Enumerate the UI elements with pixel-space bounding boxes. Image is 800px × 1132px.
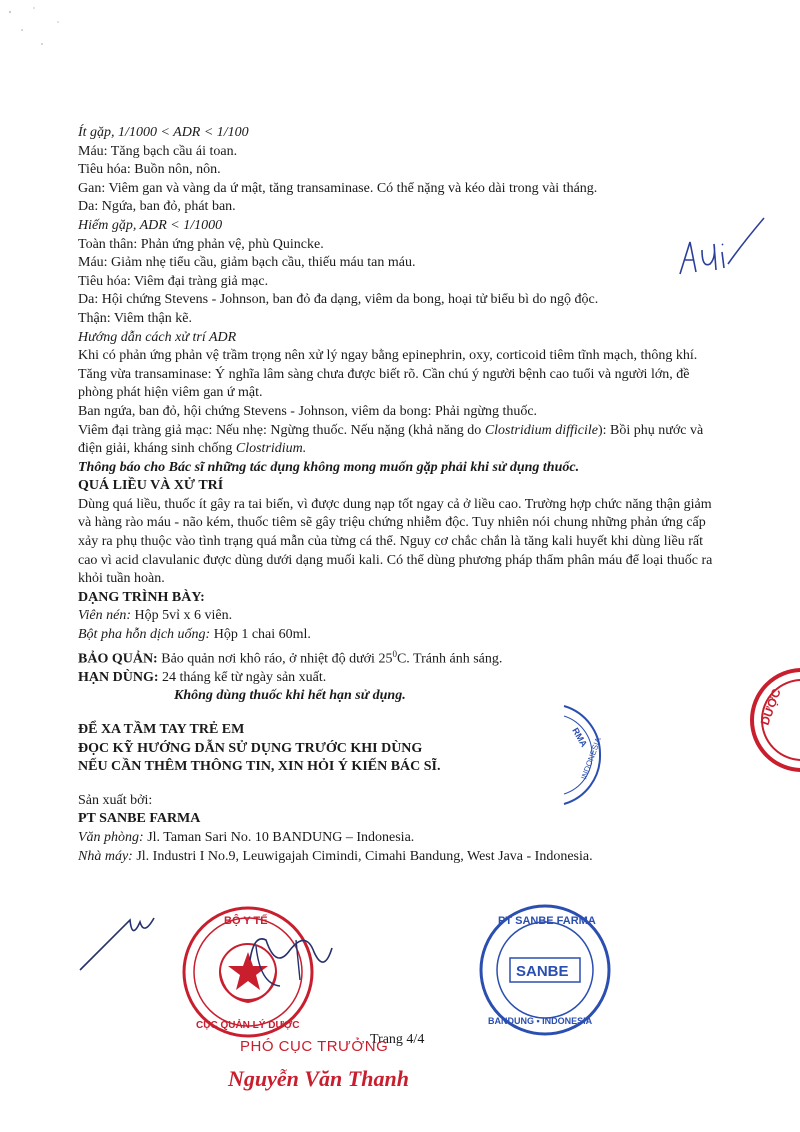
uncommon-header: Ít gặp, 1/1000 < ADR < 1/100 (78, 125, 249, 140)
adr-notice: Thông báo cho Bác sĩ những tác dụng không mong muốn gặp phải khi sử dụng thuốc. (78, 459, 580, 475)
expiry-label: HẠN DÙNG: (78, 669, 159, 685)
company-stamp (470, 900, 620, 1040)
adr-guide-paragraph: Tăng vừa transaminase: Ý nghĩa lâm sàng chưa được biết rõ. Cần chú ý người bệnh cao tuổi và người lớn, đề phòng phát hiện viêm gan ứ mật. (78, 366, 690, 401)
manufacturer-office (78, 829, 718, 848)
presentation-tablet (78, 607, 718, 626)
tablet-value: Hộp 5vỉ x 6 viên. (131, 608, 233, 624)
storage-text: Bảo quản nơi khô ráo, ở nhiệt độ dưới 25 (157, 651, 393, 667)
presentation-powder (78, 626, 718, 645)
adr-guide-paragraph: Ban ngứa, ban đỏ, hội chứng Stevens - Johnson, viêm da bong: Phải ngừng thuốc. (78, 403, 538, 419)
powder-value: Hộp 1 chai 60ml. (210, 627, 311, 643)
rare-item: Tiêu hóa: Viêm đại tràng giả mạc. (78, 273, 269, 289)
manufacturer-by: Sản xuất bởi: (78, 792, 153, 808)
official-signature (70, 900, 340, 1010)
scan-dots (0, 0, 70, 60)
uncommon-item: Máu: Tăng bạch cầu ái toan. (78, 143, 238, 159)
gov-stamp-top: BỘ Y TẾ (224, 915, 268, 927)
rare-item: Toàn thân: Phản ứng phản vệ, phù Quincke. (78, 236, 324, 252)
tablet-label: Viên nén: (78, 608, 131, 624)
factory-address: Jl. Industri I No.9, Leuwigajah Cimindi, Cimahi Bandung, West Java - Indonesia. (132, 848, 593, 864)
page-number: Trang 4/4 (370, 1032, 425, 1047)
storage-text: C. Tránh ánh sáng. (396, 651, 503, 667)
rare-item: Da: Hội chứng Stevens - Johnson, ban đỏ đa dạng, viêm da bong, hoại tử biểu bì do ngộ độc. (78, 292, 599, 308)
expiry-text: 24 tháng kể từ ngày sản xuất. (158, 669, 327, 685)
powder-label: Bột pha hỗn dịch uống: (78, 627, 211, 643)
degree-sup: 0 (392, 648, 397, 659)
rare-item: Máu: Giảm nhẹ tiểu cầu, giảm bạch cầu, thiếu máu tan máu. (78, 255, 416, 271)
official-name: Nguyễn Văn Thanh (228, 1066, 409, 1091)
adr-guide-header: Hướng dẫn cách xử trí ADR (78, 329, 237, 345)
manufacturer-factory (78, 848, 718, 867)
factory-label: Nhà máy: (78, 848, 133, 864)
storage-label: BẢO QUẢN: (78, 651, 158, 667)
expiry-note: Không dùng thuốc khi hết hạn sử dụng. (174, 688, 406, 704)
company-stamp-top: PT SANBE FARMA (498, 915, 596, 927)
document-body (78, 124, 718, 866)
svg-text:INDONESIA: INDONESIA (579, 736, 603, 781)
adr-guide-paragraph (78, 422, 718, 459)
adr-guide-paragraph: Khi có phản ứng phản vệ trầm trọng nên xử lý ngay bằng epinephrin, oxy, corticoid tiêm tĩnh mạch, thông khí. (78, 348, 698, 364)
initials-signature (672, 214, 772, 284)
warning-line: ĐỂ XA TẦM TAY TRẺ EM (78, 722, 245, 738)
adr-text: Viêm đại tràng giả mạc: Nếu nhẹ: Ngừng thuốc. Nếu nặng (khả năng do (78, 422, 485, 438)
company-stamp-partial (560, 700, 620, 810)
overdose-title: QUÁ LIỀU VÀ XỬ TRÍ (78, 478, 224, 494)
warning-line: ĐỌC KỸ HƯỚNG DẪN SỬ DỤNG TRƯỚC KHI DÙNG (78, 740, 423, 756)
office-address: Jl. Taman Sari No. 10 BANDUNG – Indonesia. (143, 830, 415, 846)
rare-item: Thận: Viêm thận kẽ. (78, 310, 192, 326)
svg-text:RMA: RMA (570, 726, 590, 749)
storage (78, 645, 718, 669)
warning-line: NẾU CẦN THÊM THÔNG TIN, XIN HỎI Ý KIẾN BÁC SĨ. (78, 759, 441, 775)
edge-red-stamp (738, 660, 800, 780)
uncommon-item: Gan: Viêm gan và vàng da ứ mật, tăng transaminase. Có thể nặng và kéo dài trong vài tháng. (78, 180, 598, 196)
adr-text: ): Bồi phụ nước và điện giải, kháng sinh chống (78, 422, 704, 457)
office-label: Văn phòng: (78, 830, 144, 846)
company-stamp-bottom: BANDUNG • INDONESIA (488, 1016, 593, 1026)
manufacturer-name: PT SANBE FARMA (78, 811, 201, 827)
overdose-text: Dùng quá liều, thuốc ít gây ra tai biến, vì được dung nạp tốt ngay cả ở liều cao. Trường hợp chức năng thận giảm và hàng rào máu - não kém, thuốc tiêm sẽ gây triệu chứng nhiễm độc. Tuy nhiên nói chung những phản ứng cấp xảy ra phụ thuộc vào tình trạng quá mẫn của từng cá thể. Nguy cơ chắc chắn là tăng kali huyết khi dùng liều rất cao vì acid clavulanic được dùng dưới dạng muối kali. Có thể dùng phương pháp thẩm phân máu để loại thuốc ra khỏi tuần hoàn. (78, 496, 713, 587)
edge-stamp-text: DƯỢC (757, 686, 784, 728)
uncommon-item: Tiêu hóa: Buồn nôn, nôn. (78, 162, 221, 178)
company-stamp-center: SANBE (516, 963, 569, 980)
gov-stamp-bottom: CỤC QUẢN LÝ DƯỢC (196, 1020, 300, 1031)
uncommon-item: Da: Ngứa, ban đỏ, phát ban. (78, 199, 236, 215)
adr-organism: Clostridium difficile (484, 422, 598, 438)
official-title: PHÓ CỤC TRƯỞNG (240, 1038, 389, 1055)
rare-header: Hiếm gặp, ADR < 1/1000 (78, 217, 223, 233)
adr-organism: Clostridium. (235, 441, 307, 457)
expiry (78, 669, 718, 688)
presentation-title: DẠNG TRÌNH BÀY: (78, 589, 205, 605)
